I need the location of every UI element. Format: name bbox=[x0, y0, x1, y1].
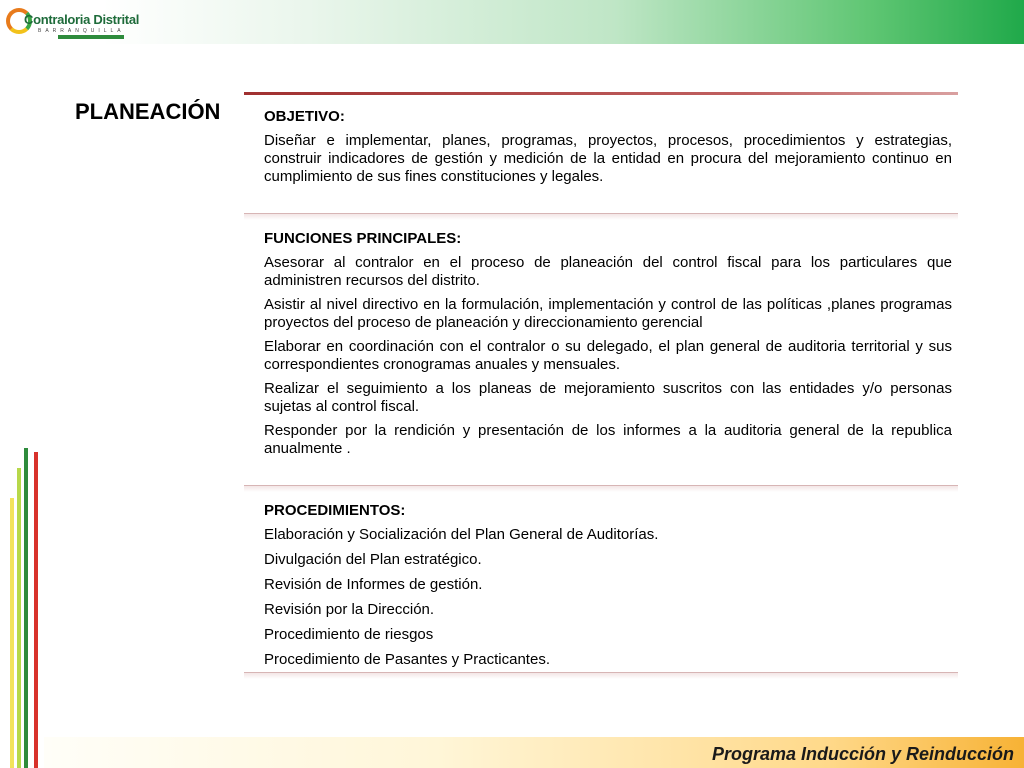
contraloria-logo bbox=[4, 4, 140, 44]
section-divider bbox=[244, 213, 958, 220]
decorative-side-bars bbox=[0, 440, 44, 768]
footer-title: Programa Inducción y Reinducción bbox=[711, 744, 1014, 764]
procedimientos-section bbox=[264, 502, 952, 676]
page-title: PLANEACIÓN bbox=[75, 99, 221, 124]
objetivo-heading: OBJETIVO: bbox=[264, 108, 345, 125]
side-bar-lime bbox=[17, 468, 21, 768]
top-divider bbox=[244, 92, 958, 95]
objetivo-section bbox=[264, 108, 952, 192]
funcion-item: Realizar el seguimiento a los planeas de mejoramiento suscritos con las entidades y/o personas sujetas al control fiscal. bbox=[264, 380, 952, 415]
funcion-item: Responder por la rendición y presentación de los informes a la auditoria general de la republica anualmente . bbox=[264, 422, 952, 457]
side-bar-yellow bbox=[10, 498, 14, 768]
procedimiento-item: Procedimiento de Pasantes y Practicantes. bbox=[264, 651, 550, 668]
logo-bar bbox=[58, 35, 124, 39]
side-bar-red bbox=[34, 452, 38, 768]
procedimiento-item: Procedimiento de riesgos bbox=[264, 626, 434, 643]
funcion-item: Elaborar en coordinación con el contralor o su delegado, el plan general de auditoria territorial y sus correspondientes cronogramas anuales y mensuales. bbox=[264, 338, 952, 373]
funciones-section bbox=[264, 230, 952, 464]
objetivo-text: Diseñar e implementar, planes, programas, proyectos, procesos, procedimientos y estrategias, construir indicadores de gestión y medición de la entidad en procura del mejoramiento continuo en cumplimiento de sus fines constituciones y legales. bbox=[264, 132, 952, 185]
header-band bbox=[0, 0, 1024, 44]
procedimiento-item: Revisión de Informes de gestión. bbox=[264, 576, 483, 593]
section-divider bbox=[244, 485, 958, 492]
section-divider bbox=[244, 672, 958, 679]
procedimiento-item: Elaboración y Socialización del Plan General de Auditorías. bbox=[264, 526, 659, 543]
procedimiento-item: Divulgación del Plan estratégico. bbox=[264, 551, 482, 568]
side-bar-green bbox=[24, 448, 28, 768]
logo-subtitle: BARRANQUILLA bbox=[38, 28, 125, 34]
funcion-item: Asesorar al contralor en el proceso de planeación del control fiscal para los particulares que administren recursos del distrito. bbox=[264, 254, 952, 289]
procedimiento-item: Revisión por la Dirección. bbox=[264, 601, 435, 618]
procedimientos-heading: PROCEDIMIENTOS: bbox=[264, 502, 406, 519]
funcion-item: Asistir al nivel directivo en la formulación, implementación y control de las políticas ,planes programas proyectos del proceso de planeación y direccionamiento gerencial bbox=[264, 296, 952, 331]
funciones-heading: FUNCIONES PRINCIPALES: bbox=[264, 230, 462, 247]
logo-title: Contraloria Distrital bbox=[24, 12, 140, 27]
